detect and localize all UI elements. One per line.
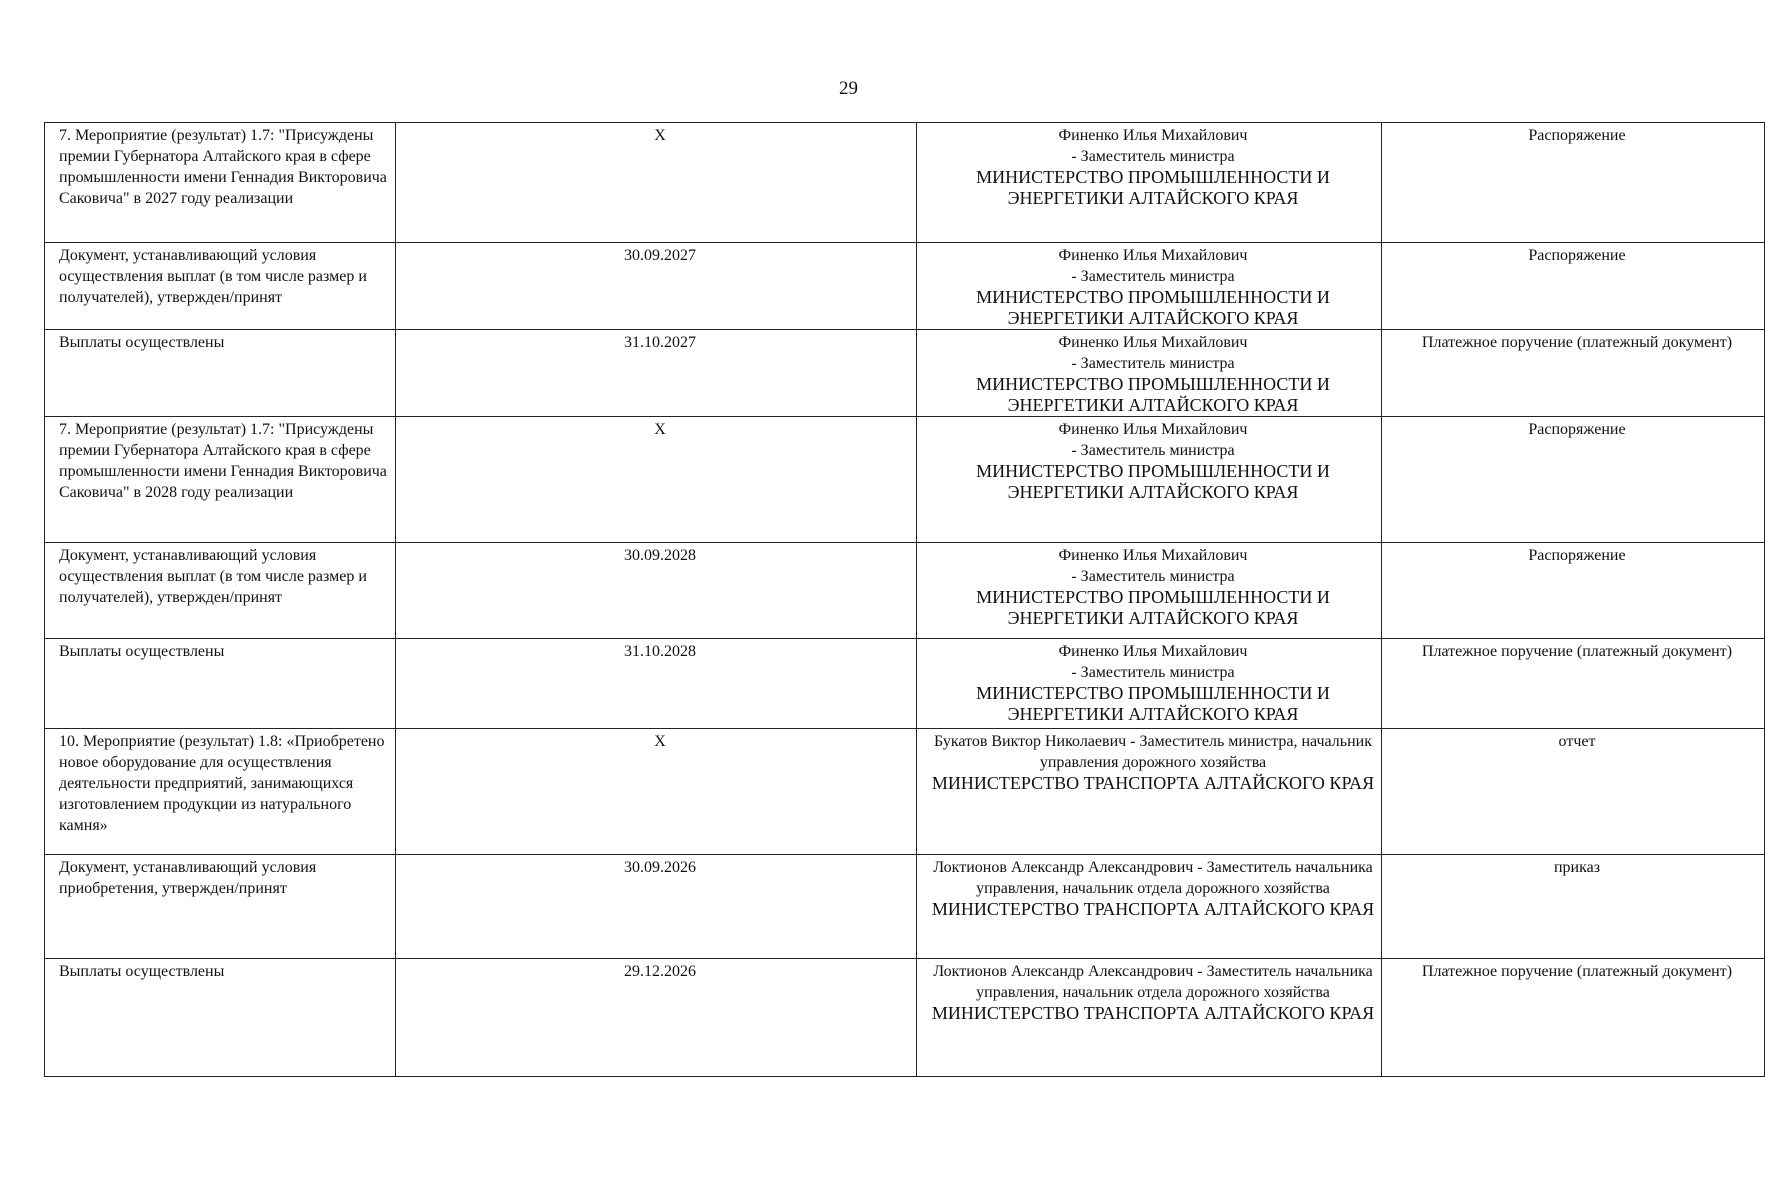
responsible-name: Финенко Илья Михайлович xyxy=(1058,547,1248,564)
responsible-org: МИНИСТЕРСТВО ТРАНСПОРТА АЛТАЙСКОГО КРАЯ xyxy=(931,1003,1375,1023)
document-type-cell: Распоряжение xyxy=(1382,543,1765,639)
document-type-cell: Распоряжение xyxy=(1382,123,1765,243)
table-row xyxy=(45,855,1765,959)
table-row xyxy=(45,959,1765,1077)
responsible-name: Букатов Виктор Николаевич - Заместитель министра, начальник управления дорожного хозяйства xyxy=(934,733,1372,771)
activity-cell: Выплаты осуществлены xyxy=(45,959,396,1077)
responsible-cell xyxy=(917,123,1382,243)
page-number: 29 xyxy=(839,78,858,99)
responsible-org: МИНИСТЕРСТВО ПРОМЫШЛЕННОСТИ И ЭНЕРГЕТИКИ АЛТАЙСКОГО КРАЯ xyxy=(976,374,1330,415)
date-cell: X xyxy=(396,123,917,243)
document-type-cell: отчет xyxy=(1382,729,1765,855)
responsible-cell xyxy=(917,330,1382,417)
responsible-position: - Заместитель министра xyxy=(1071,442,1235,459)
date-cell: X xyxy=(396,729,917,855)
date-cell: 29.12.2026 xyxy=(396,959,917,1077)
responsible-cell xyxy=(917,243,1382,330)
responsible-position: - Заместитель министра xyxy=(1071,268,1235,285)
responsible-org: МИНИСТЕРСТВО ПРОМЫШЛЕННОСТИ И ЭНЕРГЕТИКИ АЛТАЙСКОГО КРАЯ xyxy=(976,683,1330,724)
responsible-name: Локтионов Александр Александрович - Заместитель начальника управления, начальник отдела дорожного хозяйства xyxy=(933,859,1373,897)
date-cell: 31.10.2028 xyxy=(396,639,917,729)
table-row xyxy=(45,123,1765,243)
activity-cell: 7. Мероприятие (результат) 1.7: "Присуждены премии Губернатора Алтайского края в сфере промышленности имени Геннадия Викторовича Саковича" в 2028 году реализации xyxy=(45,417,396,543)
responsible-org: МИНИСТЕРСТВО ТРАНСПОРТА АЛТАЙСКОГО КРАЯ xyxy=(931,773,1375,793)
date-cell: X xyxy=(396,417,917,543)
responsible-position: - Заместитель министра xyxy=(1071,355,1235,372)
table-row xyxy=(45,543,1765,639)
table-row xyxy=(45,417,1765,543)
responsible-cell xyxy=(917,417,1382,543)
responsible-org: МИНИСТЕРСТВО ПРОМЫШЛЕННОСТИ И ЭНЕРГЕТИКИ АЛТАЙСКОГО КРАЯ xyxy=(976,461,1330,502)
responsible-org: МИНИСТЕРСТВО ТРАНСПОРТА АЛТАЙСКОГО КРАЯ xyxy=(931,899,1375,919)
responsible-name: Финенко Илья Михайлович xyxy=(1058,247,1248,264)
responsible-name: Локтионов Александр Александрович - Заместитель начальника управления, начальник отдела дорожного хозяйства xyxy=(933,963,1373,1001)
responsible-org: МИНИСТЕРСТВО ПРОМЫШЛЕННОСТИ И ЭНЕРГЕТИКИ АЛТАЙСКОГО КРАЯ xyxy=(976,287,1330,328)
responsible-name: Финенко Илья Михайлович xyxy=(1058,334,1248,351)
responsible-position: - Заместитель министра xyxy=(1071,664,1235,681)
responsible-cell xyxy=(917,729,1382,855)
date-cell: 30.09.2027 xyxy=(396,243,917,330)
responsible-cell xyxy=(917,959,1382,1077)
responsible-position: - Заместитель министра xyxy=(1071,148,1235,165)
activity-cell: Выплаты осуществлены xyxy=(45,639,396,729)
responsible-name: Финенко Илья Михайлович xyxy=(1058,643,1248,660)
responsible-cell xyxy=(917,543,1382,639)
table-row xyxy=(45,243,1765,330)
responsible-name: Финенко Илья Михайлович xyxy=(1058,421,1248,438)
activity-cell: 7. Мероприятие (результат) 1.7: "Присуждены премии Губернатора Алтайского края в сфере промышленности имени Геннадия Викторовича Саковича" в 2027 году реализации xyxy=(45,123,396,243)
table-row xyxy=(45,330,1765,417)
activity-cell: Выплаты осуществлены xyxy=(45,330,396,417)
document-type-cell: приказ xyxy=(1382,855,1765,959)
responsible-org: МИНИСТЕРСТВО ПРОМЫШЛЕННОСТИ И ЭНЕРГЕТИКИ АЛТАЙСКОГО КРАЯ xyxy=(976,167,1330,208)
activity-cell: Документ, устанавливающий условия осуществления выплат (в том числе размер и получателей), утвержден/принят xyxy=(45,543,396,639)
document-type-cell: Платежное поручение (платежный документ) xyxy=(1382,330,1765,417)
document-type-cell: Распоряжение xyxy=(1382,417,1765,543)
date-cell: 31.10.2027 xyxy=(396,330,917,417)
activity-cell: 10. Мероприятие (результат) 1.8: «Приобретено новое оборудование для осуществления деятельности предприятий, занимающихся изготовлением продукции из натурального камня» xyxy=(45,729,396,855)
document-type-cell: Распоряжение xyxy=(1382,243,1765,330)
activity-cell: Документ, устанавливающий условия приобретения, утвержден/принят xyxy=(45,855,396,959)
responsible-position: - Заместитель министра xyxy=(1071,568,1235,585)
responsible-name: Финенко Илья Михайлович xyxy=(1058,127,1248,144)
document-type-cell: Платежное поручение (платежный документ) xyxy=(1382,639,1765,729)
responsible-org: МИНИСТЕРСТВО ПРОМЫШЛЕННОСТИ И ЭНЕРГЕТИКИ АЛТАЙСКОГО КРАЯ xyxy=(976,587,1330,628)
activity-cell: Документ, устанавливающий условия осуществления выплат (в том числе размер и получателей), утвержден/принят xyxy=(45,243,396,330)
responsible-cell xyxy=(917,855,1382,959)
date-cell: 30.09.2028 xyxy=(396,543,917,639)
activities-table xyxy=(44,122,1765,1077)
responsible-cell xyxy=(917,639,1382,729)
date-cell: 30.09.2026 xyxy=(396,855,917,959)
document-type-cell: Платежное поручение (платежный документ) xyxy=(1382,959,1765,1077)
table-row xyxy=(45,729,1765,855)
table-row xyxy=(45,639,1765,729)
